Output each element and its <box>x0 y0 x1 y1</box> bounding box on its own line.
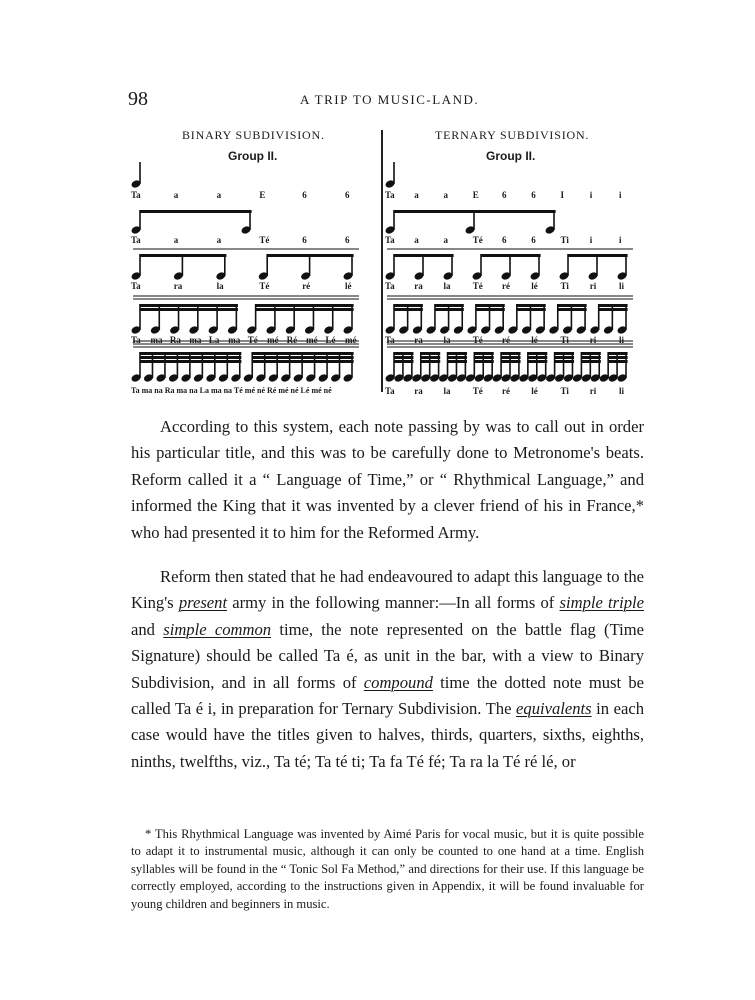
rhythm-notation <box>0 0 755 400</box>
ternary-row3-syllable-3: la <box>443 281 451 291</box>
ternary-row4-beam <box>394 304 423 307</box>
binary-row4-syllable-9: Ré <box>286 335 298 345</box>
ternary-row5-beam <box>501 360 520 363</box>
paragraph-2-text: Reform then stated that he had endeavoured to adapt this language to the King's <box>131 567 644 613</box>
ternary-row1-syllable-9: i <box>619 190 622 200</box>
ternary-row5-syllable-2: ra <box>414 386 423 396</box>
binary-row4-beam <box>256 304 354 307</box>
ternary-row5-syllable-7: Ti <box>560 386 569 396</box>
ternary-row2-syllable-5: 6 <box>502 235 507 245</box>
binary-row4-beam <box>140 308 238 311</box>
emphasis-equivalents: equivalents <box>516 699 592 719</box>
binary-row4-syllable-8: mé <box>267 335 279 345</box>
ternary-row4-beam <box>394 308 423 311</box>
ternary-row4-syllable-9: li <box>619 335 625 345</box>
binary-row5-beam <box>252 360 353 363</box>
binary-column-title: BINARY SUBDIVISION. <box>182 128 325 142</box>
ternary-row5-beam <box>555 360 574 363</box>
running-title: A TRIP TO MUSIC-LAND. <box>300 92 480 107</box>
ternary-group-label: Group II. <box>486 149 536 163</box>
binary-row3-beam <box>140 254 226 257</box>
ternary-row3-syllable-1: Ta <box>385 281 395 291</box>
binary-row3-syllable-4: Té <box>259 281 270 291</box>
binary-row3-syllable-5: ré <box>302 281 311 291</box>
ternary-row5-beam <box>501 356 520 359</box>
emphasis-compound: compound <box>363 672 433 692</box>
ternary-row5-syllable-6: lé <box>531 386 538 396</box>
ternary-row1-syllable-3: a <box>443 190 448 200</box>
footnote: * This Rhythmical Language was invented by Aimé Paris for vocal music, but it is quite possible to adapt it to instrumental music, although it can only be counted to one hand at a time. English syllables will be found in the “ Tonic Sol Fa Method,” and directions for their use. If this language be correctly employed, according to the instructions given in Appendix, it will be found invaluable for young children and beginners in music. <box>131 827 644 911</box>
paragraph-2-text: time the dotted note must be called Ta é i, in preparation for Ternary Subdivision. The <box>131 672 645 719</box>
ternary-row2-beam <box>394 210 556 213</box>
ternary-row4-syllable-8: ri <box>589 335 597 345</box>
paragraph-2-text: army in the following manner:—In all forms of <box>227 593 560 613</box>
ternary-row5-beam <box>528 360 547 363</box>
binary-row4-syllable-12: mé <box>345 335 357 345</box>
binary-row4-syllable-11: Lé <box>325 335 336 345</box>
ternary-row1-syllable-7: I <box>560 190 565 200</box>
ternary-row1-syllable-4: E <box>472 190 479 200</box>
ternary-row5-beam <box>394 356 413 359</box>
binary-row1-syllable-6: 6 <box>345 190 350 200</box>
ternary-row4-beam <box>517 308 546 311</box>
ternary-row5-beam <box>474 360 493 363</box>
ternary-row4-beam <box>476 304 505 307</box>
binary-row2-syllable-6: 6 <box>345 235 350 245</box>
ternary-row5-beam <box>581 360 600 363</box>
binary-row4-syllable-6: ma <box>228 335 241 345</box>
ternary-row3-beam <box>394 254 454 257</box>
ternary-row4-beam <box>435 304 464 307</box>
ternary-row5-beam <box>608 356 627 359</box>
ternary-row3-syllable-2: ra <box>414 281 423 291</box>
ternary-row5-beam <box>421 356 440 359</box>
ternary-row2-syllable-9: i <box>619 235 622 245</box>
ternary-row4-syllable-6: lé <box>531 335 538 345</box>
ternary-row2-syllable-3: a <box>443 235 448 245</box>
ternary-row5-beam <box>474 352 493 355</box>
ternary-row5-beam <box>448 352 467 355</box>
ternary-column-title: TERNARY SUBDIVISION. <box>435 128 590 142</box>
paragraph-2-text: in each case would have the titles given to halves, thirds, quarters, sixths, eighths, ninths, twelfths, viz., Ta té; Ta té ti; Ta fa Té fé; Ta ra la Té ré lé, or <box>131 699 644 771</box>
ternary-row2-syllable-1: Ta <box>385 235 395 245</box>
binary-row1-syllable-3: a <box>216 190 222 200</box>
ternary-row5-beam <box>581 356 600 359</box>
ternary-row5-beam <box>448 356 467 359</box>
ternary-row5-beam <box>394 360 413 363</box>
binary-group-label: Group II. <box>228 149 278 163</box>
binary-row2-syllable-2: a <box>173 235 179 245</box>
binary-row5-beam <box>140 360 241 363</box>
ternary-row5-syllable-3: la <box>443 386 451 396</box>
ternary-row5-beam <box>528 352 547 355</box>
ternary-row4-syllable-3: la <box>443 335 451 345</box>
ternary-row3-syllable-9: li <box>619 281 625 291</box>
ternary-row1-syllable-8: i <box>589 190 593 200</box>
binary-row3-syllable-6: lé <box>345 281 352 291</box>
ternary-row3-syllable-5: ré <box>502 281 510 291</box>
ternary-row4-beam <box>517 304 546 307</box>
ternary-row2-syllable-8: i <box>589 235 593 245</box>
binary-row2-syllable-3: a <box>216 235 222 245</box>
page-number: 98 <box>128 88 148 110</box>
binary-row4-beam <box>256 308 354 311</box>
paragraph-1: According to this system, each note passing by was to call out in order his particular title, and this was to be carefully done to Metronome's beats. Reform called it a “ Language of Time,” or “ Rhythmical Language,” and informed the King that it was invented by a clever friend of his in France,* who had presented it to him for the Reformed Army. <box>131 417 644 542</box>
ternary-row4-syllable-1: Ta <box>385 335 395 345</box>
ternary-row4-syllable-2: ra <box>414 335 423 345</box>
ternary-row4-beam <box>599 308 628 311</box>
emphasis-simple-common: simple common <box>163 619 272 639</box>
ternary-row1-syllable-2: a <box>414 190 419 200</box>
ternary-row5-syllable-9: li <box>619 386 625 396</box>
binary-row4-beam <box>140 304 238 307</box>
ternary-row4-beam <box>435 308 464 311</box>
ternary-row2-syllable-7: Ti <box>560 235 569 245</box>
ternary-row5-beam <box>608 360 627 363</box>
emphasis-present: present <box>178 593 228 613</box>
ternary-row5-beam <box>394 352 413 355</box>
ternary-row3-syllable-7: Ti <box>560 281 569 291</box>
ternary-row4-syllable-7: Ti <box>560 335 569 345</box>
ternary-row5-beam <box>421 360 440 363</box>
binary-row2-syllable-1: Ta <box>131 235 141 245</box>
ternary-row5-beam <box>608 352 627 355</box>
binary-row4-syllable-2: ma <box>150 335 163 345</box>
binary-row5-syllables: Ta ma na Ra ma na La ma na Té mé né Ré mé né Lé mé né <box>131 386 332 395</box>
paragraph-2-text: time, the note represented on the battle flag (Time Signature) should be called Ta é, as unit in the bar, with a view to Binary Subdivision, and in all forms of <box>131 619 645 692</box>
binary-row4-syllable-3: Ra <box>169 335 181 345</box>
ternary-row5-syllable-4: Té <box>472 386 483 396</box>
ternary-row5-beam <box>501 352 520 355</box>
ternary-row5-syllable-1: Ta <box>385 386 395 396</box>
binary-row5-beam <box>252 356 353 359</box>
emphasis-simple-triple: simple triple <box>559 593 644 613</box>
ternary-row3-syllable-6: lé <box>531 281 538 291</box>
ternary-row1-syllable-1: Ta <box>385 190 395 200</box>
binary-row4-syllable-4: ma <box>189 335 202 345</box>
ternary-row5-beam <box>528 356 547 359</box>
binary-row2-syllable-5: 6 <box>302 235 307 245</box>
ternary-row5-syllable-5: ré <box>502 386 510 396</box>
binary-row4-syllable-10: mé <box>306 335 318 345</box>
binary-row2-beam <box>140 210 252 213</box>
ternary-row1-syllable-5: 6 <box>502 190 507 200</box>
ternary-row5-beam <box>421 352 440 355</box>
ternary-row3-beam <box>481 254 541 257</box>
binary-row1-syllable-4: E <box>259 190 266 200</box>
binary-row3-syllable-1: Ta <box>131 281 141 291</box>
ternary-row3-syllable-4: Té <box>472 281 483 291</box>
ternary-row3-beam <box>568 254 628 257</box>
ternary-row4-beam <box>558 304 587 307</box>
binary-row1-syllable-2: a <box>173 190 179 200</box>
ternary-row4-syllable-4: Té <box>472 335 483 345</box>
binary-row1-syllable-1: Ta <box>131 190 141 200</box>
ternary-row4-beam <box>476 308 505 311</box>
ternary-row1-syllable-6: 6 <box>531 190 536 200</box>
binary-row3-syllable-2: ra <box>173 281 183 291</box>
ternary-row4-beam <box>599 304 628 307</box>
ternary-row5-beam <box>474 356 493 359</box>
binary-row2-syllable-4: Té <box>259 235 270 245</box>
binary-row4-syllable-5: La <box>208 335 220 345</box>
ternary-row5-beam <box>555 356 574 359</box>
ternary-row3-syllable-8: ri <box>589 281 597 291</box>
ternary-row4-beam <box>558 308 587 311</box>
ternary-row2-syllable-6: 6 <box>531 235 536 245</box>
binary-row5-beam <box>252 352 353 355</box>
ternary-row2-syllable-2: a <box>414 235 419 245</box>
paragraph-2 <box>131 564 644 775</box>
binary-row4-syllable-7: Té <box>247 335 258 345</box>
ternary-row4-syllable-5: ré <box>502 335 510 345</box>
binary-row3-beam <box>267 254 353 257</box>
ternary-row2-syllable-4: Té <box>472 235 483 245</box>
ternary-row5-beam <box>555 352 574 355</box>
ternary-row5-syllable-8: ri <box>589 386 597 396</box>
binary-row4-syllable-1: Ta <box>131 335 141 345</box>
binary-row5-beam <box>140 356 241 359</box>
ternary-row5-beam <box>581 352 600 355</box>
ternary-row5-beam <box>448 360 467 363</box>
binary-row1-syllable-5: 6 <box>302 190 307 200</box>
binary-row3-syllable-3: la <box>216 281 224 291</box>
binary-row5-beam <box>140 352 241 355</box>
paragraph-2-text: and <box>131 619 164 639</box>
